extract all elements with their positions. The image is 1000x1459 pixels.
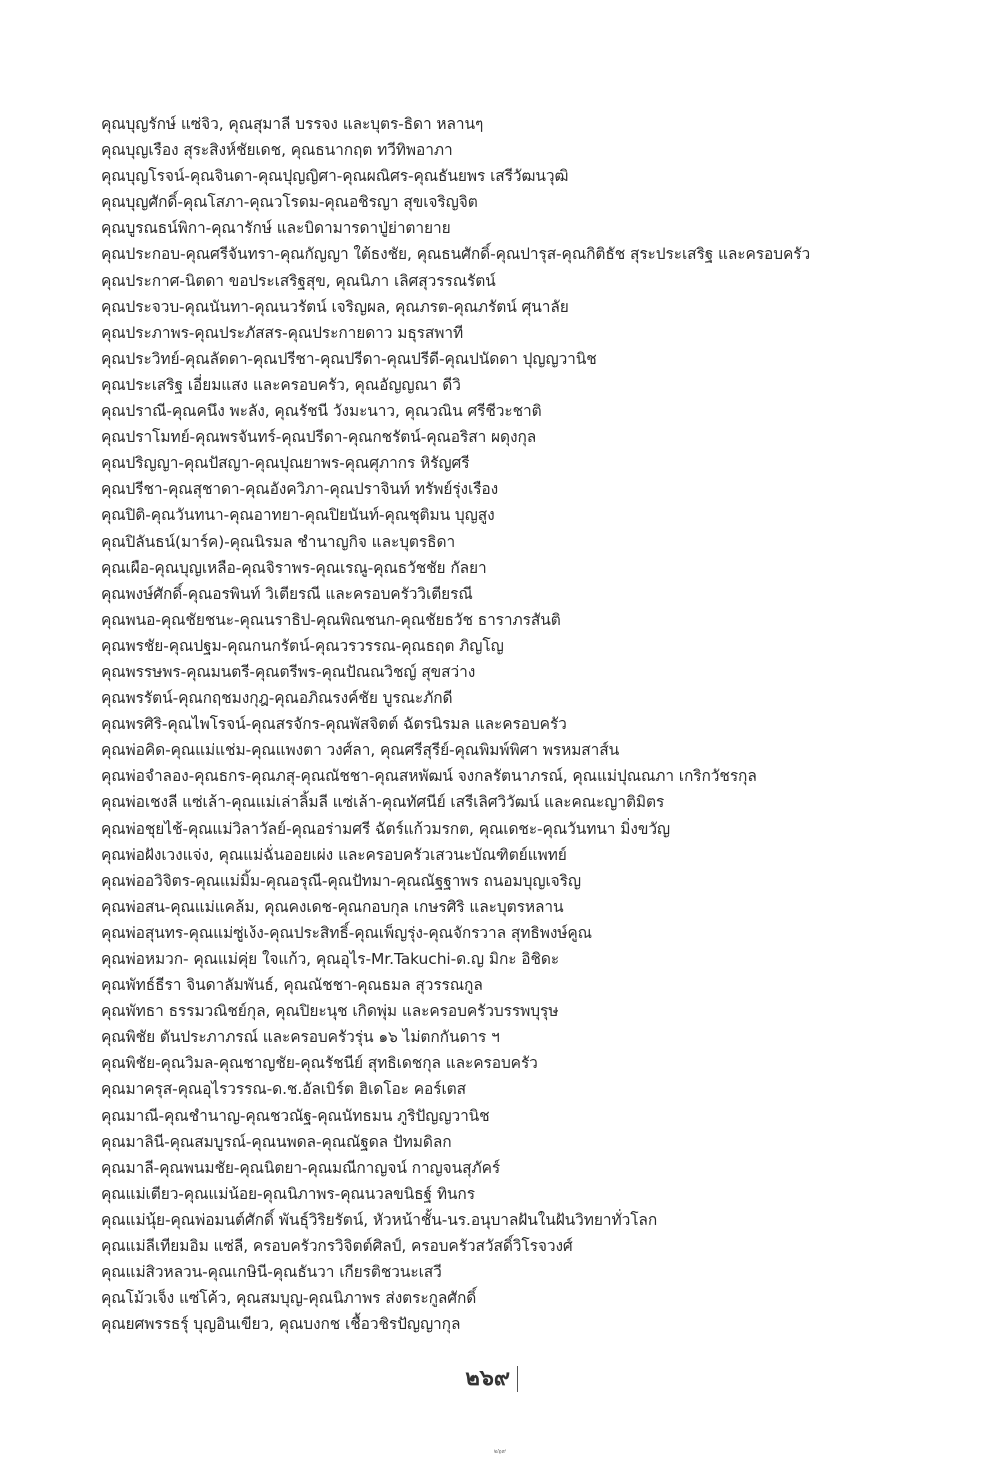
- donor-entry: คุณพ่อจำลอง-คุณธกร-คุณภสุ-คุณณัชชา-คุณสหพัฒน์ จงกลรัตนาภรณ์, คุณแม่ปุณณภา เกริกวัชรกุล: [101, 767, 757, 786]
- donor-entry: คุณพรศิริ-คุณไพโรจน์-คุณสรจักร-คุณพัสจิตต์ ฉัตรนิรมล และครอบครัว: [101, 715, 567, 734]
- donor-entry: คุณพ่อฝังเวงแจ่ง, คุณแม่ฉั่นออยเผ่ง และครอบครัวเสวนะบัณฑิตย์แพทย์: [101, 845, 567, 864]
- donor-entry: คุณพ่ออวิจิตร-คุณแม่มิ้ม-คุณอรุณี-คุณปัทมา-คุณณัฐฐาพร ถนอมบุญเจริญ: [101, 871, 581, 890]
- donor-entry: คุณพรรษพร-คุณมนตรี-คุณตรีพร-คุณปัณณวิชญ์ สุขสว่าง: [101, 662, 476, 681]
- donor-entry: คุณพ่อสน-คุณแม่แคล้ม, คุณคงเดช-คุณกอบกุล เกษรศิริ และบุตรหลาน: [101, 897, 564, 916]
- donor-entry: คุณปราณี-คุณคนึง พะลัง, คุณรัชนี วังมะนาว, คุณวณิน ศรีชีวะชาติ: [101, 402, 542, 421]
- donor-entry: คุณพรชัย-คุณปฐม-คุณกนกรัตน์-คุณวรวรรณ-คุณธฤต ภิญโญ: [101, 636, 504, 655]
- donor-entry: คุณประเสริฐ เอี่ยมแสง และครอบครัว, คุณอัญญณา ดีวิ: [101, 375, 461, 394]
- donor-entry: คุณแม่สิวหลวน-คุณเกษินี-คุณธันวา เกียรติชวนะเสวี: [101, 1263, 442, 1282]
- donor-entry: คุณบุญเรือง สุระสิงห์ชัยเดช, คุณธนากฤต ทวีทิพอาภา: [101, 141, 453, 160]
- donor-entry: คุณบุญโรจน์-คุณจินดา-คุณปุญญิศา-คุณผณิศร-คุณธันยพร เสรีวัฒนวุฒิ: [101, 167, 569, 186]
- donor-entry: คุณประจวบ-คุณนันทา-คุณนวรัตน์ เจริญผล, คุณภรต-คุณภรัตน์ ศุนาลัย: [101, 297, 569, 316]
- donor-entry: คุณประกาศ-นิตดา ขอประเสริฐสุข, คุณนิภา เลิศสุวรรณรัตน์: [101, 271, 496, 290]
- donor-entry: คุณปิติ-คุณวันทนา-คุณอาทยา-คุณปิยนันท์-คุณชุติมน บุญสูง: [101, 506, 495, 525]
- donor-entry: คุณยศพรรธรุ์ บุญอินเขียว, คุณบงกช เชื้อวชิรปัญญากุล: [101, 1315, 461, 1334]
- donor-entry: คุณแม่เตียว-คุณแม่น้อย-คุณนิภาพร-คุณนวลขนิธฐ์ ทินกร: [101, 1184, 475, 1203]
- donor-entry: คุณโม้วเจ็ง แซ่โค้ว, คุณสมบุญ-คุณนิภาพร ส่งตระกูลศักดิ์: [101, 1289, 477, 1308]
- donor-entry: คุณแม่นุ้ย-คุณพ่อมนต์ศักดิ์ พันธุ์วิริยรัตน์, หัวหน้าชั้น-นร.อนุบาลฝันในฝันวิทยาทั่วโลก: [101, 1210, 658, 1229]
- donor-entry: คุณแม่ลีเทียมอิม แซ่ลี, ครอบครัวกรวิจิตต์ศิลป์, ครอบครัวสวัสดิ์วิโรจวงศ์: [101, 1237, 573, 1256]
- page-number: ๒๖๙: [465, 1366, 510, 1391]
- donor-entry: คุณมาลี-คุณพนมชัย-คุณนิตยา-คุณมณีกาญจน์ กาญจนสุภัคร์: [101, 1158, 501, 1177]
- donor-entry: คุณปิลันธน์(มาร์ค)-คุณนิรมล ชำนาญกิจ และบุตรธิดา: [101, 532, 456, 551]
- donor-entry: คุณบุญศักดิ์-คุณโสภา-คุณวโรดม-คุณอชิรญา สุขเจริญจิต: [101, 193, 478, 212]
- footer-page-number: ๒๖๙: [493, 1448, 507, 1455]
- donor-entry: คุณพ่อสุนทร-คุณแม่ซู่เง้ง-คุณประสิทธิ์-คุณเพ็ญรุ่ง-คุณจักรวาล สุทธิพงษ์คูณ: [101, 923, 592, 942]
- donor-entry: คุณพงษ์ศักดิ์-คุณอรพินท์ วิเตียรณี และครอบครัววิเตียรณี: [101, 584, 473, 603]
- donor-name-list: [101, 111, 961, 1337]
- donor-entry: คุณพ่อเชงลี แซ่เล้า-คุณแม่เล่าลิ้มลี แซ่เล้า-คุณทัศนีย์ เสรีเลิศวิวัฒน์ และคณะญาติมิตร: [101, 793, 665, 812]
- donor-entry: คุณมาครุส-คุณอุไรวรรณ-ด.ช.อัลเบิร์ต ฮิเดโอะ คอร์เตส: [101, 1080, 466, 1099]
- donor-entry: คุณมาณี-คุณชำนาญ-คุณชวณัฐ-คุณนัทธมน ภูริปัญญวานิช: [101, 1106, 490, 1125]
- donor-entry: คุณเผือ-คุณบุญเหลือ-คุณจิราพร-คุณเรณู-คุณธวัชชัย กัลยา: [101, 558, 487, 577]
- donor-entry: คุณปรีชา-คุณสุชาดา-คุณอังควิภา-คุณปราจินท์ ทรัพย์รุ่งเรือง: [101, 480, 499, 499]
- donor-entry: คุณประภาพร-คุณประภัสสร-คุณประกายดาว มธุรสพาที: [101, 323, 464, 342]
- donor-entry: คุณบุญรักษ์ แซ่จิว, คุณสุมาลี บรรจง และบุตร-ธิดา หลานๆ: [101, 115, 484, 133]
- donor-entry: คุณพัทธา ธรรมวณิชย์กุล, คุณปิยะนุช เกิดพุ่ม และครอบครัวบรรพบุรุษ: [101, 1002, 559, 1021]
- donor-entry: คุณพิชัย ตันประภาภรณ์ และครอบครัวรุ่น ๑๖ ไม่ตกกันดาร ฯ: [101, 1028, 500, 1047]
- donor-entry: คุณพัทธ์ธีรา จินดาลัมพันธ์, คุณณัชชา-คุณธมล สุวรรณกูล: [101, 976, 483, 995]
- donor-entry: คุณพ่อหมวก- คุณแม่คุ่ย ใจแก้ว, คุณอุไร-Mr.Takuchi-ด.ญ มิกะ อิชิดะ: [101, 950, 560, 968]
- donor-entry: คุณพรรัตน์-คุณกฤชมงกุฎ-คุณอภิณรงค์ชัย บูรณะภักดี: [101, 689, 453, 708]
- donor-entry: คุณปริญญา-คุณปัสญา-คุณปุณยาพร-คุณศุภากร หิรัญศรี: [101, 454, 470, 473]
- page-number-divider: [517, 1366, 518, 1392]
- donor-entry: คุณมาลินี-คุณสมบูรณ์-คุณนพดล-คุณณัฐดล ปัทมดิลก: [101, 1132, 452, 1151]
- donor-entry: คุณพ่อคิด-คุณแม่แช่ม-คุณแพงตา วงศ์ลา, คุณศรีสุรีย์-คุณพิมพ์พิศา พรหมสาส์น: [101, 741, 620, 760]
- donor-entry: คุณพนอ-คุณชัยชนะ-คุณนราธิป-คุณพิณชนก-คุณชัยธวัช ธาราภรสันติ: [101, 610, 561, 629]
- donor-entry: คุณพิชัย-คุณวิมล-คุณชาญชัย-คุณรัชนีย์ สุทธิเดชกุล และครอบครัว: [101, 1054, 538, 1073]
- donor-entry: คุณพ่อชุยไช้-คุณแม่วิลาวัลย์-คุณอร่ามศรี ฉัตร์แก้วมรกต, คุณเดชะ-คุณวันทนา มิ่งขวัญ: [101, 819, 671, 838]
- donor-entry: คุณปราโมทย์-คุณพรจันทร์-คุณปรีดา-คุณกชรัตน์-คุณอริสา ผดุงกุล: [101, 428, 537, 447]
- donor-entry: คุณประกอบ-คุณศรีจันทรา-คุณกัญญา ใต้ธงชัย, คุณธนศักดิ์-คุณปารุส-คุณกิติธัช สุระประเสริฐ และครอบครัว: [101, 245, 811, 264]
- donor-entry: คุณประวิทย์-คุณลัดดา-คุณปรีชา-คุณปรีดา-คุณปรีดี-คุณปนัดดา ปุญญวานิช: [101, 349, 597, 368]
- donor-entry: คุณบูรณธน์พิกา-คุณารักษ์ และบิดามารดาปู่ย่าตายาย: [101, 219, 451, 238]
